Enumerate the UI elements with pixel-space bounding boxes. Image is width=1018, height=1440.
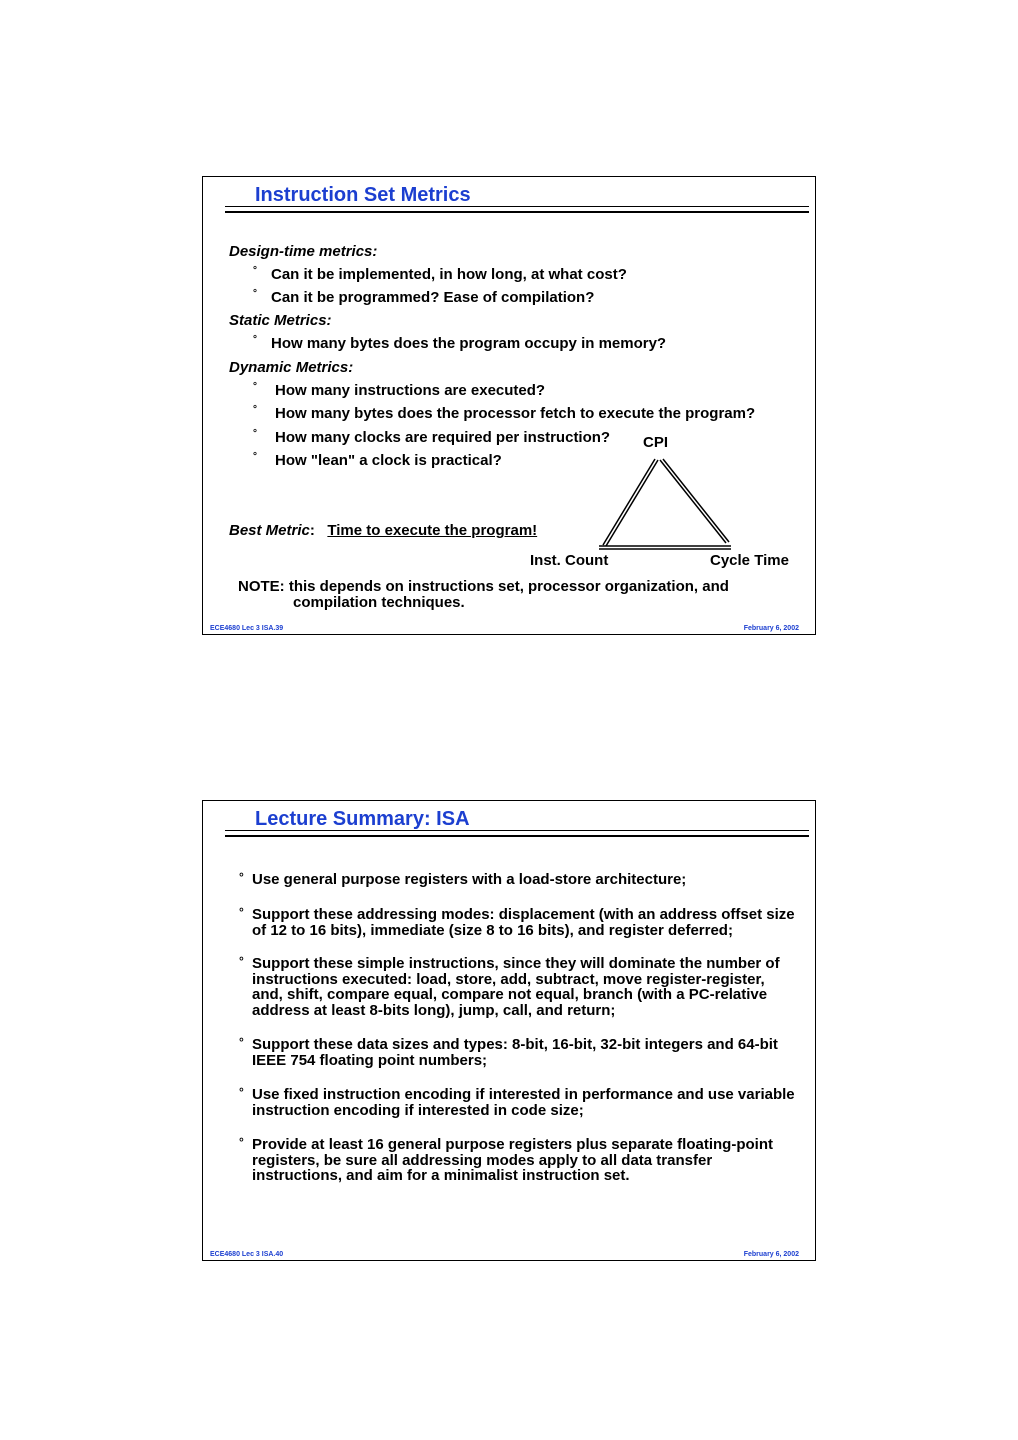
diagram-label-cpi: CPI	[643, 434, 669, 451]
list-item: How many clocks are required per instruction?	[275, 429, 611, 446]
title-rule	[225, 206, 809, 213]
bullet-icon: °	[253, 334, 257, 345]
diagram-label-inst-count: Inst. Count	[530, 552, 609, 569]
list-item: ° Use fixed instruction encoding if interested in performance and use variable instruction encoding if interested in code size;	[239, 1085, 795, 1119]
best-metric-line	[229, 522, 537, 539]
list-item: ° Support these simple instructions, since they will dominate the number of instructions executed: load, store, add, subtract, move register-register, and, shift, compare equal, compare not equal, branch (with a PC-relative address at least 8-bits long), jump, call, and return;	[239, 954, 780, 1019]
bullet-icon: °	[239, 1135, 244, 1149]
list-item: ° Use general purpose registers with a load-store architecture;	[239, 870, 687, 888]
best-metric-label: Best Metric	[229, 522, 310, 539]
title-rule	[225, 830, 809, 837]
section-heading-dynamic: Dynamic Metrics:	[229, 359, 354, 376]
list-item: Can it be programmed? Ease of compilation?	[271, 289, 595, 306]
bullet-icon: °	[253, 265, 257, 276]
slide-title: Lecture Summary: ISA	[255, 808, 470, 830]
bullet-icon: °	[253, 381, 257, 392]
metrics-triangle-diagram	[599, 457, 739, 552]
bullet-icon: °	[253, 451, 257, 462]
slide-lecture-summary	[202, 800, 816, 1261]
footer-slide-id: ECE4680 Lec 3 ISA.39	[210, 625, 284, 632]
list-item: ° Provide at least 16 general purpose registers plus separate floating-point registers, be sure all addressing modes apply to all data transfer instructions, and aim for a minimalist instruction set.	[239, 1135, 773, 1184]
section-heading-static: Static Metrics:	[229, 312, 332, 329]
note-line-2: compilation techniques.	[293, 594, 465, 611]
bullet-icon: °	[239, 905, 244, 919]
diagram-label-cycle-time: Cycle Time	[710, 552, 789, 569]
list-item: How "lean" a clock is practical?	[275, 452, 502, 469]
bullet-icon: °	[253, 428, 257, 439]
slide-title: Instruction Set Metrics	[255, 184, 471, 206]
bullet-icon: °	[239, 1035, 244, 1049]
bullet-icon: °	[239, 954, 244, 968]
list-item: How many bytes does the program occupy in memory?	[271, 335, 667, 352]
slide-instruction-set-metrics	[202, 176, 816, 635]
footer-date: February 6, 2002	[743, 625, 799, 632]
bullet-icon: °	[253, 404, 257, 415]
best-metric-colon: :	[309, 522, 315, 539]
footer-slide-id: ECE4680 Lec 3 ISA.40	[210, 1251, 284, 1258]
bullet-icon: °	[253, 288, 257, 299]
note-line-1: NOTE: this depends on instructions set, processor organization, and	[238, 578, 729, 595]
list-item: How many instructions are executed?	[275, 382, 546, 399]
list-item: Can it be implemented, in how long, at what cost?	[271, 266, 627, 283]
section-heading-design-time: Design-time metrics:	[229, 243, 378, 260]
list-item: ° Support these data sizes and types: 8-bit, 16-bit, 32-bit integers and 64-bit IEEE 754 floating point numbers;	[239, 1035, 778, 1069]
list-item: How many bytes does the processor fetch to execute the program?	[275, 405, 756, 422]
bullet-icon: °	[239, 1085, 244, 1099]
footer-date: February 6, 2002	[743, 1251, 799, 1258]
bullet-icon: °	[239, 870, 244, 884]
best-metric-value: Time to execute the program!	[327, 522, 538, 539]
list-item: ° Support these addressing modes: displacement (with an address offset size of 12 to 16 bits), immediate (size 8 to 16 bits), and register deferred;	[239, 905, 795, 939]
